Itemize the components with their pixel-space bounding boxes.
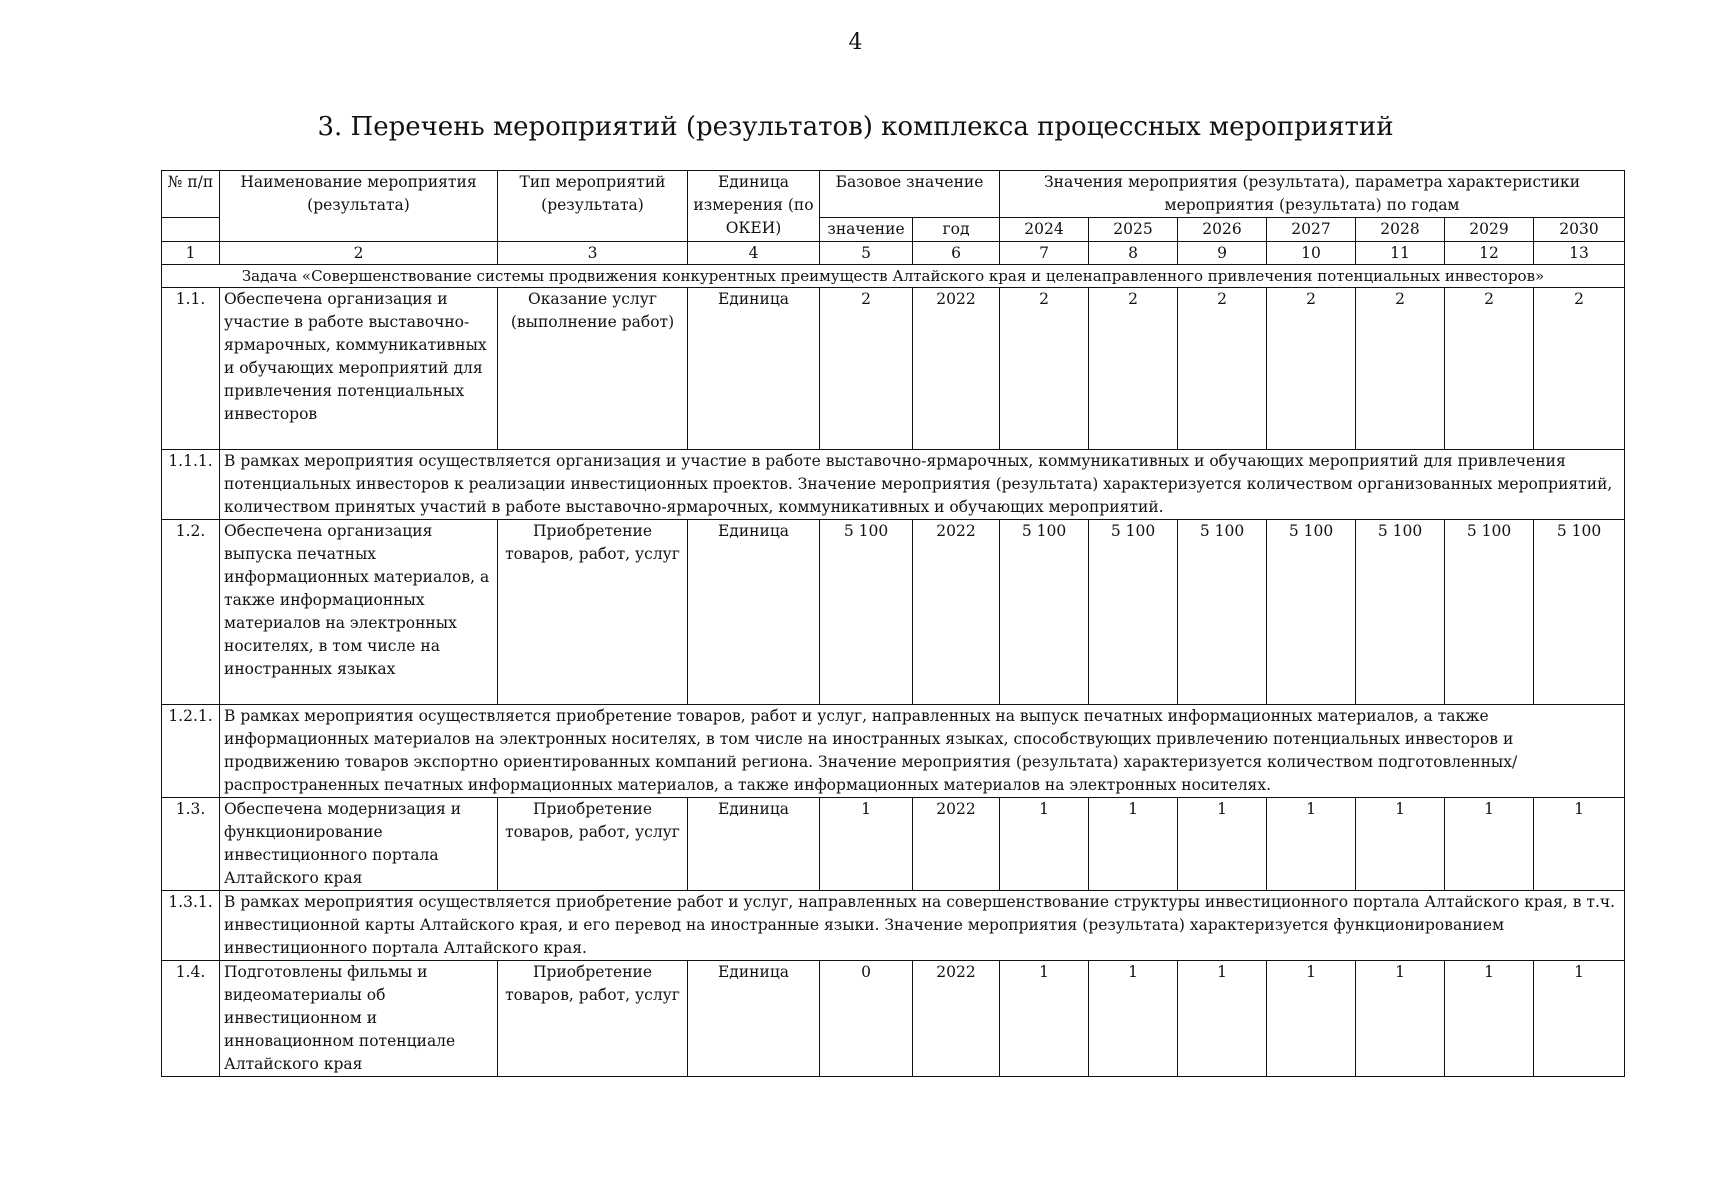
year-value: 1 bbox=[1534, 798, 1625, 891]
year-value: 5 100 bbox=[1267, 520, 1356, 705]
measure-type: Оказание услуг (выполнение работ) bbox=[498, 288, 688, 450]
header-year: 2030 bbox=[1534, 218, 1625, 242]
year-value: 2 bbox=[1178, 288, 1267, 450]
row-number: 1.1. bbox=[162, 288, 220, 450]
year-value: 1 bbox=[1356, 961, 1445, 1077]
task-title: Задача «Совершенствование системы продвижения конкурентных преимуществ Алтайского края и целенаправленного привлечения потенциальных инвесторов» bbox=[162, 265, 1625, 288]
year-value: 5 100 bbox=[1178, 520, 1267, 705]
header-base-value: значение bbox=[820, 218, 913, 242]
year-value: 1 bbox=[1089, 798, 1178, 891]
header-num: № п/п bbox=[162, 171, 220, 218]
measure-unit: Единица bbox=[688, 520, 820, 705]
column-number: 2 bbox=[220, 242, 498, 265]
base-year: 2022 bbox=[913, 520, 1000, 705]
column-number: 4 bbox=[688, 242, 820, 265]
year-value: 2 bbox=[1445, 288, 1534, 450]
column-number: 3 bbox=[498, 242, 688, 265]
measures-table bbox=[161, 170, 1625, 1077]
row-number: 1.2. bbox=[162, 520, 220, 705]
description-number: 1.1.1. bbox=[162, 450, 220, 520]
measure-unit: Единица bbox=[688, 798, 820, 891]
description-number: 1.3.1. bbox=[162, 891, 220, 961]
column-number: 1 bbox=[162, 242, 220, 265]
row-number: 1.3. bbox=[162, 798, 220, 891]
header-values-by-year: Значения мероприятия (результата), параметра характеристики мероприятия (результата) по годам bbox=[1000, 171, 1625, 218]
base-value: 1 bbox=[820, 798, 913, 891]
measure-name: Обеспечена модернизация и функционирование инвестиционного портала Алтайского края bbox=[220, 798, 498, 891]
year-value: 2 bbox=[1534, 288, 1625, 450]
base-value: 0 bbox=[820, 961, 913, 1077]
column-number: 10 bbox=[1267, 242, 1356, 265]
header-year: 2029 bbox=[1445, 218, 1534, 242]
year-value: 1 bbox=[1000, 961, 1089, 1077]
description-text: В рамках мероприятия осуществляется организация и участие в работе выставочно-ярмарочных, коммуникативных и обучающих мероприятий для привлечения потенциальных инвесторов к реализации инвестиционных проектов. Значение мероприятия (результата) характеризуется количеством организованных мероприятий, количеством принятых участий в работе выставочно-ярмарочных, коммуникативных и обучающих мероприятий. bbox=[220, 450, 1625, 520]
column-number: 7 bbox=[1000, 242, 1089, 265]
year-value: 2 bbox=[1267, 288, 1356, 450]
header-year: 2025 bbox=[1089, 218, 1178, 242]
base-year: 2022 bbox=[913, 798, 1000, 891]
base-year: 2022 bbox=[913, 288, 1000, 450]
description-row bbox=[162, 450, 1625, 520]
measure-type: Приобретение товаров, работ, услуг bbox=[498, 798, 688, 891]
section-title: 3. Перечень мероприятий (результатов) комплекса процессных мероприятий bbox=[317, 112, 1394, 142]
header-year: 2024 bbox=[1000, 218, 1089, 242]
measure-name: Обеспечена организация и участие в работе выставочно-ярмарочных, коммуникативных и обучающих мероприятий для привлечения потенциальных инвесторов bbox=[220, 288, 498, 450]
year-value: 1 bbox=[1178, 798, 1267, 891]
header-type: Тип мероприятий (результата) bbox=[498, 171, 688, 242]
measure-unit: Единица bbox=[688, 288, 820, 450]
year-value: 1 bbox=[1356, 798, 1445, 891]
header-unit: Единица измерения (по ОКЕИ) bbox=[688, 171, 820, 242]
description-row bbox=[162, 705, 1625, 798]
page-number: 4 bbox=[848, 30, 863, 55]
measure-name: Обеспечена организация выпуска печатных информационных материалов, а также информационных материалов на электронных носителях, в том числе на иностранных языках bbox=[220, 520, 498, 705]
table-row bbox=[162, 288, 1625, 450]
year-value: 1 bbox=[1445, 798, 1534, 891]
base-year: 2022 bbox=[913, 961, 1000, 1077]
header-year: 2027 bbox=[1267, 218, 1356, 242]
table-row bbox=[162, 961, 1625, 1077]
measure-unit: Единица bbox=[688, 961, 820, 1077]
base-value: 5 100 bbox=[820, 520, 913, 705]
table-row bbox=[162, 798, 1625, 891]
column-number: 11 bbox=[1356, 242, 1445, 265]
header-num-continued bbox=[162, 218, 220, 242]
column-number: 8 bbox=[1089, 242, 1178, 265]
year-value: 5 100 bbox=[1000, 520, 1089, 705]
year-value: 1 bbox=[1267, 961, 1356, 1077]
header-name: Наименование мероприятия (результата) bbox=[220, 171, 498, 242]
year-value: 2 bbox=[1089, 288, 1178, 450]
column-number: 5 bbox=[820, 242, 913, 265]
year-value: 5 100 bbox=[1089, 520, 1178, 705]
year-value: 1 bbox=[1000, 798, 1089, 891]
year-value: 5 100 bbox=[1445, 520, 1534, 705]
measure-type: Приобретение товаров, работ, услуг bbox=[498, 520, 688, 705]
header-base: Базовое значение bbox=[820, 171, 1000, 218]
year-value: 5 100 bbox=[1534, 520, 1625, 705]
description-text: В рамках мероприятия осуществляется приобретение товаров, работ и услуг, направленных на выпуск печатных информационных материалов, а также информационных материалов на электронных носителях, в том числе на иностранных языках, способствующих привлечению потенциальных инвесторов и продвижению товаров экспортно ориентированных компаний региона. Значение мероприятия (результата) характеризуется количеством подготовленных/ распространенных печатных информационных материалов, а также информационных материалов на электронных носителях. bbox=[220, 705, 1625, 798]
row-number: 1.4. bbox=[162, 961, 220, 1077]
column-number-row bbox=[162, 242, 1625, 265]
year-value: 1 bbox=[1178, 961, 1267, 1077]
column-number: 6 bbox=[913, 242, 1000, 265]
header-year: 2026 bbox=[1178, 218, 1267, 242]
year-value: 1 bbox=[1445, 961, 1534, 1077]
column-number: 12 bbox=[1445, 242, 1534, 265]
header-year: 2028 bbox=[1356, 218, 1445, 242]
description-number: 1.2.1. bbox=[162, 705, 220, 798]
description-row bbox=[162, 891, 1625, 961]
measure-name: Подготовлены фильмы и видеоматериалы об инвестиционном и инновационном потенциале Алтайского края bbox=[220, 961, 498, 1077]
column-number: 9 bbox=[1178, 242, 1267, 265]
year-value: 2 bbox=[1356, 288, 1445, 450]
year-value: 1 bbox=[1534, 961, 1625, 1077]
year-value: 2 bbox=[1000, 288, 1089, 450]
task-row bbox=[162, 265, 1625, 288]
description-text: В рамках мероприятия осуществляется приобретение работ и услуг, направленных на совершенствование структуры инвестиционного портала Алтайского края, в т.ч. инвестиционной карты Алтайского края, и его перевод на иностранные языки. Значение мероприятия (результата) характеризуется функционированием инвестиционного портала Алтайского края. bbox=[220, 891, 1625, 961]
year-value: 5 100 bbox=[1356, 520, 1445, 705]
table-row bbox=[162, 520, 1625, 705]
measure-type: Приобретение товаров, работ, услуг bbox=[498, 961, 688, 1077]
column-number: 13 bbox=[1534, 242, 1625, 265]
year-value: 1 bbox=[1267, 798, 1356, 891]
year-value: 1 bbox=[1089, 961, 1178, 1077]
base-value: 2 bbox=[820, 288, 913, 450]
header-base-year: год bbox=[913, 218, 1000, 242]
